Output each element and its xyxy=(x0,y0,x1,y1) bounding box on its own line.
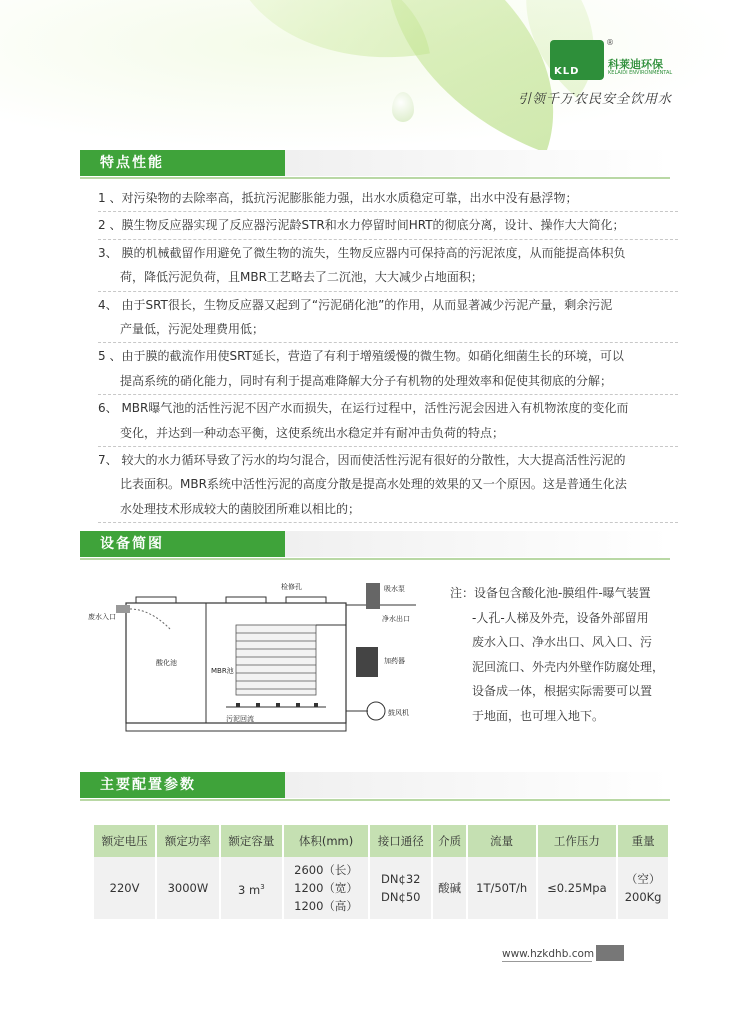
feature-separator xyxy=(98,342,678,343)
feature-line: 3、 膜的机械截留作用避免了微生物的流失，生物反应器内可保持高的污泥浓度，从而能提高体积负 xyxy=(98,245,626,260)
note-line: 泥回流口、外壳内外壁作防腐处理， xyxy=(472,659,665,674)
diagram-note xyxy=(450,581,680,728)
label-outlet: 净水出口 xyxy=(382,615,410,623)
equipment-diagram xyxy=(86,575,436,735)
capacity-value: 3 m xyxy=(238,882,261,897)
section-header-diagram xyxy=(80,531,670,557)
footer-page-box xyxy=(596,945,624,961)
spec-table xyxy=(94,825,670,919)
label-dosing: 加药器 xyxy=(384,657,405,665)
brand-sub: KELAIDI ENVIRONMENTAL xyxy=(608,70,673,76)
volume-length: 2600（长） xyxy=(294,863,358,877)
registered-mark: ® xyxy=(606,38,614,47)
note-line: -人孔-人梯及外壳，设备外部留用 xyxy=(472,610,649,625)
section-bar xyxy=(285,150,670,176)
feature-item xyxy=(98,186,678,212)
section-title: 主要配置参数 xyxy=(80,772,285,798)
feature-item xyxy=(98,344,678,395)
feature-line-cont: 比表面积。MBR系统中活性污泥的高度分散是提高水处理的效果的又一个原因。这是普通生化法 xyxy=(120,477,627,492)
feature-line: 6、 MBR曝气池的活性污泥不因产水而损失，在运行过程中，活性污泥会因进入有机物浓度的变化而 xyxy=(98,401,629,416)
label-suction-pump: 吸水泵 xyxy=(384,585,405,593)
weight-value: 200Kg xyxy=(624,890,662,904)
capacity-sup: 3 xyxy=(260,882,265,891)
feature-line: 2 、膜生物反应器实现了反应器污泥龄STR和水力停留时间HRT的彻底分离，设计、操作大大简化； xyxy=(98,218,625,233)
cell-flow: 1T/50T/h xyxy=(467,857,537,919)
feature-item xyxy=(98,293,678,344)
port-1: DN¢32 xyxy=(381,872,421,886)
features-list xyxy=(98,186,678,524)
section-bar xyxy=(285,772,670,798)
label-inspection-hole: 检修孔 xyxy=(281,583,302,591)
note-line: 废水入口、净水出口、风入口、污 xyxy=(472,635,653,649)
slogan: 引领千万农民安全饮用水 xyxy=(517,92,672,107)
feature-separator xyxy=(98,394,678,395)
feature-line-cont: 变化，并达到一种动态平衡，这使系统出水稳定并有耐冲击负荷的特点； xyxy=(120,425,505,440)
note-line: 注：设备包含酸化池-膜组件-曝气装置 xyxy=(450,586,651,600)
section-title: 特点性能 xyxy=(80,150,285,176)
feature-separator xyxy=(98,239,678,240)
feature-item xyxy=(98,241,678,292)
note-line: 设备成一体，根据实际需要可以置 xyxy=(472,684,653,698)
feature-line-cont: 提高系统的硝化能力，同时有利于提高难降解大分子有机物的处理效率和促使其彻底的分解； xyxy=(120,373,613,388)
cell-medium: 酸碱 xyxy=(432,857,466,919)
cell-voltage: 220V xyxy=(94,857,156,919)
feature-separator xyxy=(98,291,678,292)
section-header-spec xyxy=(80,772,670,798)
feature-line: 7、 较大的水力循环导致了污水的均匀混合，因而使活性污泥有很好的分散性，大大提高活性污泥的 xyxy=(98,453,626,468)
feature-item xyxy=(98,213,678,239)
spec-header: 体积(mm) xyxy=(283,825,369,857)
section-underline xyxy=(80,177,670,179)
label-blower: 鼓风机 xyxy=(388,709,409,717)
section-bar xyxy=(285,531,670,557)
feature-item xyxy=(98,396,678,447)
section-underline xyxy=(80,558,670,560)
feature-line: 1 、对污染物的去除率高，抵抗污泥膨胀能力强，出水水质稳定可靠，出水中没有悬浮物； xyxy=(98,191,578,205)
cell-weight xyxy=(617,857,669,919)
water-drop xyxy=(392,92,414,122)
hero-banner xyxy=(0,0,740,150)
footer-url[interactable]: www.hzkdhb.com xyxy=(502,948,595,960)
feature-line-cont: 水处理技术形成较大的菌胶团所难以相比的； xyxy=(120,501,361,516)
feature-line-cont: 荷，降低污泥负荷，且MBR工艺略去了二沉池，大大减少占地面积； xyxy=(120,270,483,285)
cell-ports xyxy=(369,857,432,919)
feature-separator xyxy=(98,446,678,447)
volume-width: 1200（宽） xyxy=(294,881,358,895)
cell-pressure: ≤0.25Mpa xyxy=(537,857,618,919)
spec-header: 重量 xyxy=(617,825,669,857)
logo-mark: KLD xyxy=(550,40,604,80)
section-title: 设备简图 xyxy=(80,531,285,557)
cell-capacity xyxy=(220,857,283,919)
spec-header: 流量 xyxy=(467,825,537,857)
label-acid-tank: 酸化池 xyxy=(156,659,177,667)
weight-note: （空） xyxy=(625,872,661,886)
label-sludge-return: 污泥回流 xyxy=(226,715,254,723)
label-inlet: 废水入口 xyxy=(88,613,116,621)
spec-header: 介质 xyxy=(432,825,466,857)
section-underline xyxy=(80,799,670,801)
feature-separator xyxy=(98,522,678,523)
spec-header: 额定容量 xyxy=(220,825,283,857)
cell-volume xyxy=(283,857,369,919)
feature-line-cont: 产量低，污泥处理费用低； xyxy=(120,322,265,337)
feature-line: 4、 由于SRT很长，生物反应器又起到了“污泥硝化池”的作用，从而显著减少污泥产量，剩余污泥 xyxy=(98,297,613,312)
brand-logo xyxy=(550,38,673,88)
spec-header: 额定电压 xyxy=(94,825,156,857)
note-line: 于地面，也可埋入地下。 xyxy=(472,708,605,723)
spec-header: 接口通径 xyxy=(369,825,432,857)
spec-header: 工作压力 xyxy=(537,825,618,857)
spec-header: 额定功率 xyxy=(156,825,219,857)
spec-header-row xyxy=(94,825,669,857)
section-header-features xyxy=(80,150,670,176)
footer-line xyxy=(502,961,592,962)
volume-height: 1200（高） xyxy=(294,899,358,913)
cell-power: 3000W xyxy=(156,857,219,919)
port-2: DN¢50 xyxy=(381,890,421,904)
spec-row xyxy=(94,857,669,919)
feature-line: 5 、由于膜的截流作用使SRT延长，营造了有利于增殖缓慢的微生物。如硝化细菌生长的环境，可以 xyxy=(98,349,624,364)
label-mbr-tank: MBR池 xyxy=(211,667,234,675)
leaf-decoration xyxy=(230,0,430,85)
feature-item xyxy=(98,448,678,523)
brand-name: 科莱迪环保 xyxy=(608,58,663,71)
feature-separator xyxy=(98,211,678,212)
